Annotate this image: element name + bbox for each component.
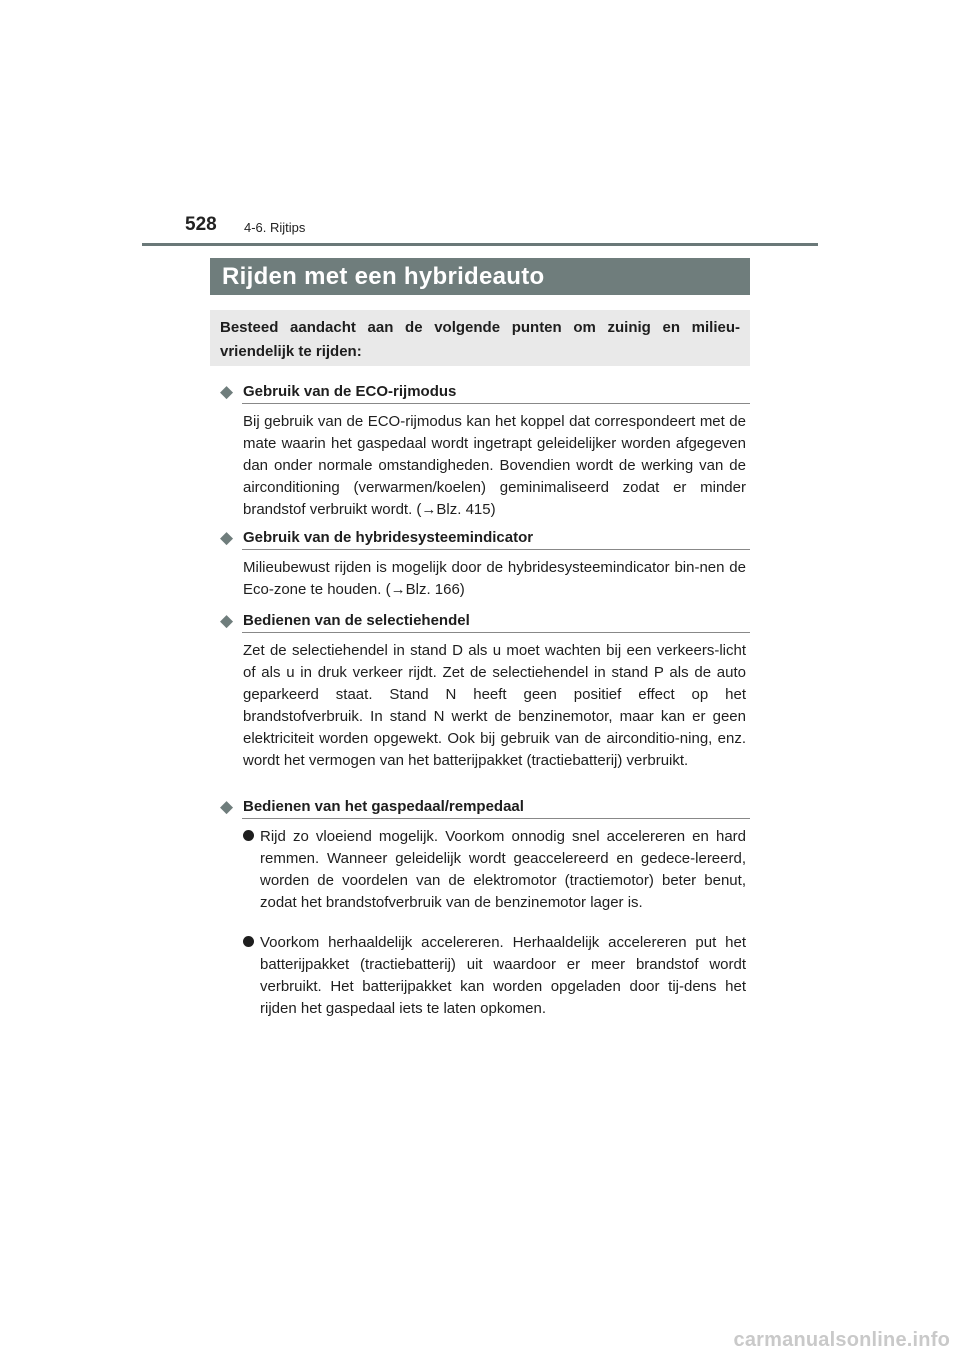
section-label: 4-6. Rijtips [244, 220, 306, 235]
intro-text: Besteed aandacht aan de volgende punten om zuinig en milieu-vriendelijk te rijden: [220, 319, 740, 360]
page-number: 528 [185, 214, 217, 235]
page-title: Rijden met een hybrideauto [222, 263, 545, 290]
watermark: carmanualsonline.info [733, 1329, 950, 1351]
bullet-dot-icon [243, 830, 254, 841]
section-heading-hybrid-indicator [220, 528, 750, 550]
heading-text: Bedienen van de selectiehendel [243, 612, 470, 629]
list-item [243, 826, 746, 914]
section-text-hybrid-indicator: Milieubewust rijden is mogelijk door de hybridesysteemindicator bin-nen de Eco-zone te houden. (→Blz. 166) [243, 559, 746, 598]
list-item [243, 932, 746, 1020]
section-text-eco-mode: Bij gebruik van de ECO-rijmodus kan het koppel dat correspondeert met de mate waarin het gaspedaal wordt ingetrapt geleidelijker worden afgegeven dan onder normale omstandigheden. Bovendien wordt de werking van de airconditioning (verwarmen/koelen) geminimaliseerd zodat er minder brandstof verbruikt wordt. (→Blz. 415) [243, 413, 746, 518]
diamond-icon: ◆ [220, 528, 234, 547]
heading-rule [242, 403, 750, 404]
heading-rule [242, 818, 750, 819]
section-heading-selector-lever [220, 611, 750, 633]
intro-box [210, 310, 750, 366]
diamond-icon: ◆ [220, 382, 234, 401]
page-reference-link[interactable]: Blz. 415) [436, 501, 496, 518]
diamond-icon: ◆ [220, 797, 234, 816]
list-item-text: Voorkom herhaaldelijk accelereren. Herhaaldelijk accelereren put het batterijpakket (tractiebatterij) uit waardoor er meer brandstof wordt verbruikt. Het batterijpakket kan worden opgeladen door tij-dens het rijden het gaspedaal iets te laten opkomen. [260, 934, 746, 1017]
section-text-selector-lever: Zet de selectiehendel in stand D als u moet wachten bij een verkeers-licht of als u in druk verkeer rijdt. Zet de selectiehendel in stand P als de auto geparkeerd staat. Stand N heeft geen positief effect op het brandstofverbruik. In stand N werkt de benzinemotor, maar kan er geen elektriciteit worden opgewekt. Ook bij gebruik van de airconditio-ning, enz. wordt het vermogen van het batterijpakket (tractiebatterij) verbruikt. [243, 642, 746, 769]
arrow-icon: → [390, 581, 406, 598]
title-bar [210, 258, 750, 295]
section-heading-pedals [220, 797, 750, 819]
heading-text: Gebruik van de ECO-rijmodus [243, 383, 457, 400]
bullet-dot-icon [243, 936, 254, 947]
header-divider [142, 243, 818, 246]
heading-text: Gebruik van de hybridesysteemindicator [243, 529, 534, 546]
heading-rule [242, 549, 750, 550]
heading-text: Bedienen van het gaspedaal/rempedaal [243, 798, 524, 815]
page-reference-link[interactable]: Blz. 166) [405, 581, 465, 598]
arrow-icon: → [421, 501, 437, 518]
list-item-text: Rijd zo vloeiend mogelijk. Voorkom onnodig snel accelereren en hard remmen. Wanneer geleidelijk wordt geaccelereerd en gedece-lereerd, worden de voordelen van de elektromotor (tractiemotor) beter benut, zodat het brandstofverbruik van de benzinemotor lager is. [260, 828, 746, 911]
diamond-icon: ◆ [220, 611, 234, 630]
heading-rule [242, 632, 750, 633]
section-heading-eco-mode [220, 382, 750, 404]
